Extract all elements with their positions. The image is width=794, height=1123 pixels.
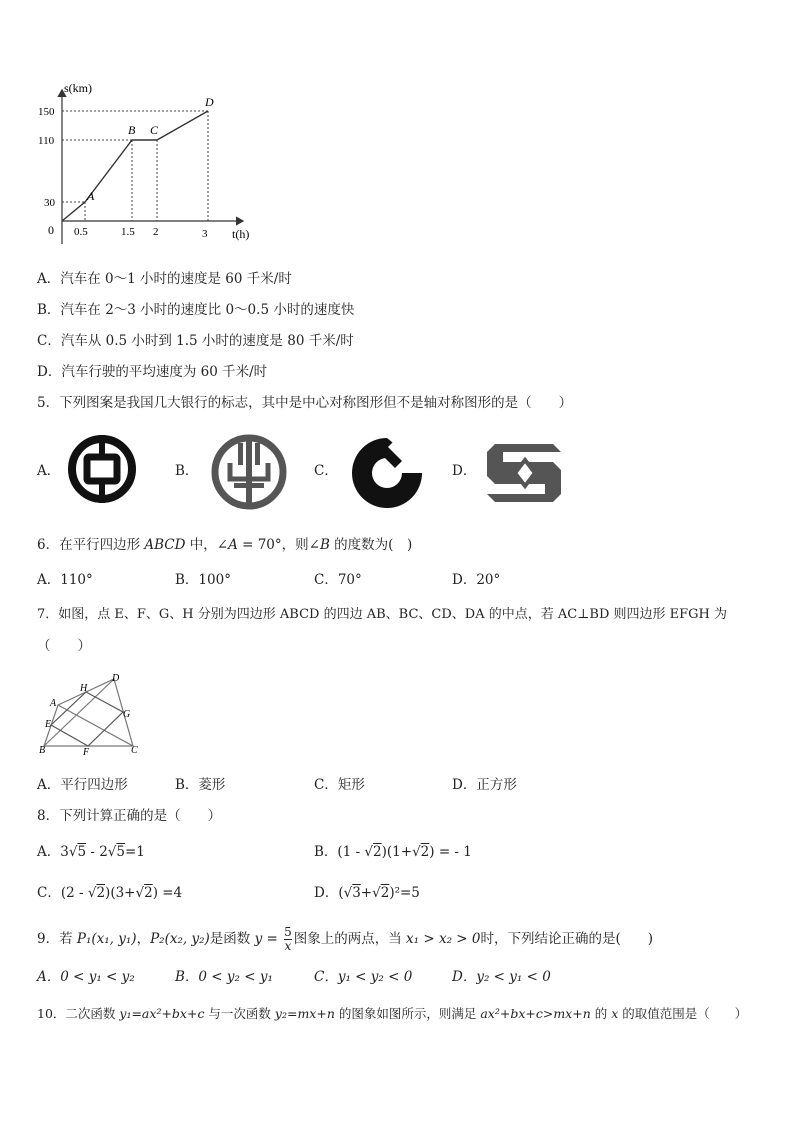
q4-option-d: D．汽车行驶的平均速度为 60 千米/时 — [37, 364, 268, 380]
x-tick-0.5: 0.5 — [74, 226, 88, 238]
sqrt-icon: √ — [68, 844, 78, 860]
q6-stem: 6．在平行四边形 ABCD 中，∠A = 70°，则∠B 的度数为( ) — [37, 537, 413, 553]
x-tick-2: 2 — [153, 226, 159, 238]
q4-option-a: A．汽车在 0～1 小时的速度是 60 千米/时 — [37, 271, 292, 287]
point-c-label: C — [150, 123, 159, 137]
x-tick-1.5: 1.5 — [121, 226, 135, 238]
q7-option-a: A．平行四边形 — [37, 777, 128, 793]
q8-option-c: C．(2 - √2)(3+√2) =4 — [37, 885, 183, 901]
q8-option-d: D．(√3+√2)²=5 — [314, 885, 420, 901]
q9-option-a: A．0 < y₁ < y₂ — [37, 969, 135, 985]
q6-option-a: A．110° — [37, 572, 93, 588]
q9-option-d: D．y₂ < y₁ < 0 — [452, 969, 551, 985]
sqrt-icon: √ — [364, 844, 374, 860]
q8-option-b: B．(1 - √2)(1+√2) = - 1 — [314, 844, 472, 860]
q7-option-b: B．菱形 — [175, 777, 226, 793]
q7-stem: 7．如图，点 E、F、G、H 分别为四边形 ABCD 的四边 AB、BC、CD、DA 的中点，若 AC⊥BD 则四边形 EFGH 为 — [37, 607, 728, 622]
q8-stem: 8．下列计算正确的是（ ） — [37, 808, 222, 824]
quadrilateral-figure — [36, 670, 146, 756]
sqrt-icon: √ — [412, 844, 421, 860]
point-d-label: D — [205, 95, 214, 109]
q5-label-b: B． — [175, 463, 199, 479]
q5-stem: 5．下列图案是我国几大银行的标志，其中是中心对称图形但不是轴对称图形的是（ ） — [37, 395, 573, 411]
point-b-label: B — [128, 123, 136, 137]
agricultural-bank-logo — [210, 433, 288, 511]
y-axis-label: s(km) — [64, 81, 92, 95]
svg-text:C: C — [131, 745, 138, 756]
q9-option-c: C．y₁ < y₂ < 0 — [314, 969, 413, 985]
svg-text:H: H — [80, 683, 88, 694]
industrial-bank-logo — [483, 440, 567, 506]
svg-text:F: F — [83, 747, 90, 756]
q8-option-a: A．3√5 - 2√5=1 — [37, 844, 145, 860]
svg-text:B: B — [39, 745, 46, 756]
q5-label-a: A． — [37, 463, 61, 479]
distance-time-graph — [36, 78, 266, 248]
q7-option-d: D．正方形 — [452, 777, 517, 793]
q5-label-c: C． — [314, 463, 338, 479]
q9-stem: 9．若 P₁(x₁, y₁)，P₂(x₂, y₂)是函数 y = $\frac{5}{x}$ 图象上的两点，当 x₁ > x₂ > 0时，下列结论正确的是( ) — [37, 925, 654, 953]
bank-of-china-logo — [66, 433, 138, 505]
q4-option-c: C．汽车从 0.5 小时到 1.5 小时的速度是 80 千米/时 — [37, 333, 354, 349]
q5-label-d: D． — [452, 463, 477, 479]
y-tick-110: 110 — [38, 135, 55, 147]
x-tick-3: 3 — [202, 228, 208, 240]
q6-option-d: D．20° — [452, 572, 501, 588]
svg-text:E: E — [45, 719, 52, 730]
q6-option-c: C．70° — [314, 572, 362, 588]
sqrt-icon: √ — [87, 885, 97, 901]
q7-paren: （ ） — [37, 638, 91, 654]
q4-option-b: B．汽车在 2～3 小时的速度比 0～0.5 小时的速度快 — [37, 302, 355, 318]
y-tick-150: 150 — [38, 106, 55, 118]
construction-bank-logo — [350, 433, 425, 513]
q10-stem: 10．二次函数 y₁=ax²+bx+c 与一次函数 y₂=mx+n 的图象如图所示，则满足 ax²+bx+c>mx+n 的 x 的取值范围是（ ） — [37, 1006, 748, 1021]
q6-option-b: B．100° — [175, 572, 231, 588]
point-a-label: A — [87, 189, 95, 203]
sqrt-icon: √ — [135, 885, 145, 901]
origin-label: 0 — [48, 223, 54, 237]
x-axis-label: t(h) — [232, 227, 250, 241]
q7-option-c: C．矩形 — [314, 777, 365, 793]
svg-text:D: D — [112, 673, 120, 684]
q9-option-b: B．0 < y₂ < y₁ — [175, 969, 273, 985]
svg-text:G: G — [123, 709, 131, 720]
svg-text:A: A — [50, 698, 57, 709]
sqrt-icon: √ — [372, 885, 381, 901]
sqrt-icon: √ — [343, 885, 353, 901]
y-tick-30: 30 — [44, 197, 55, 209]
fraction: $\frac{5}{x}$ — [284, 925, 292, 953]
sqrt-icon: √ — [107, 844, 117, 860]
